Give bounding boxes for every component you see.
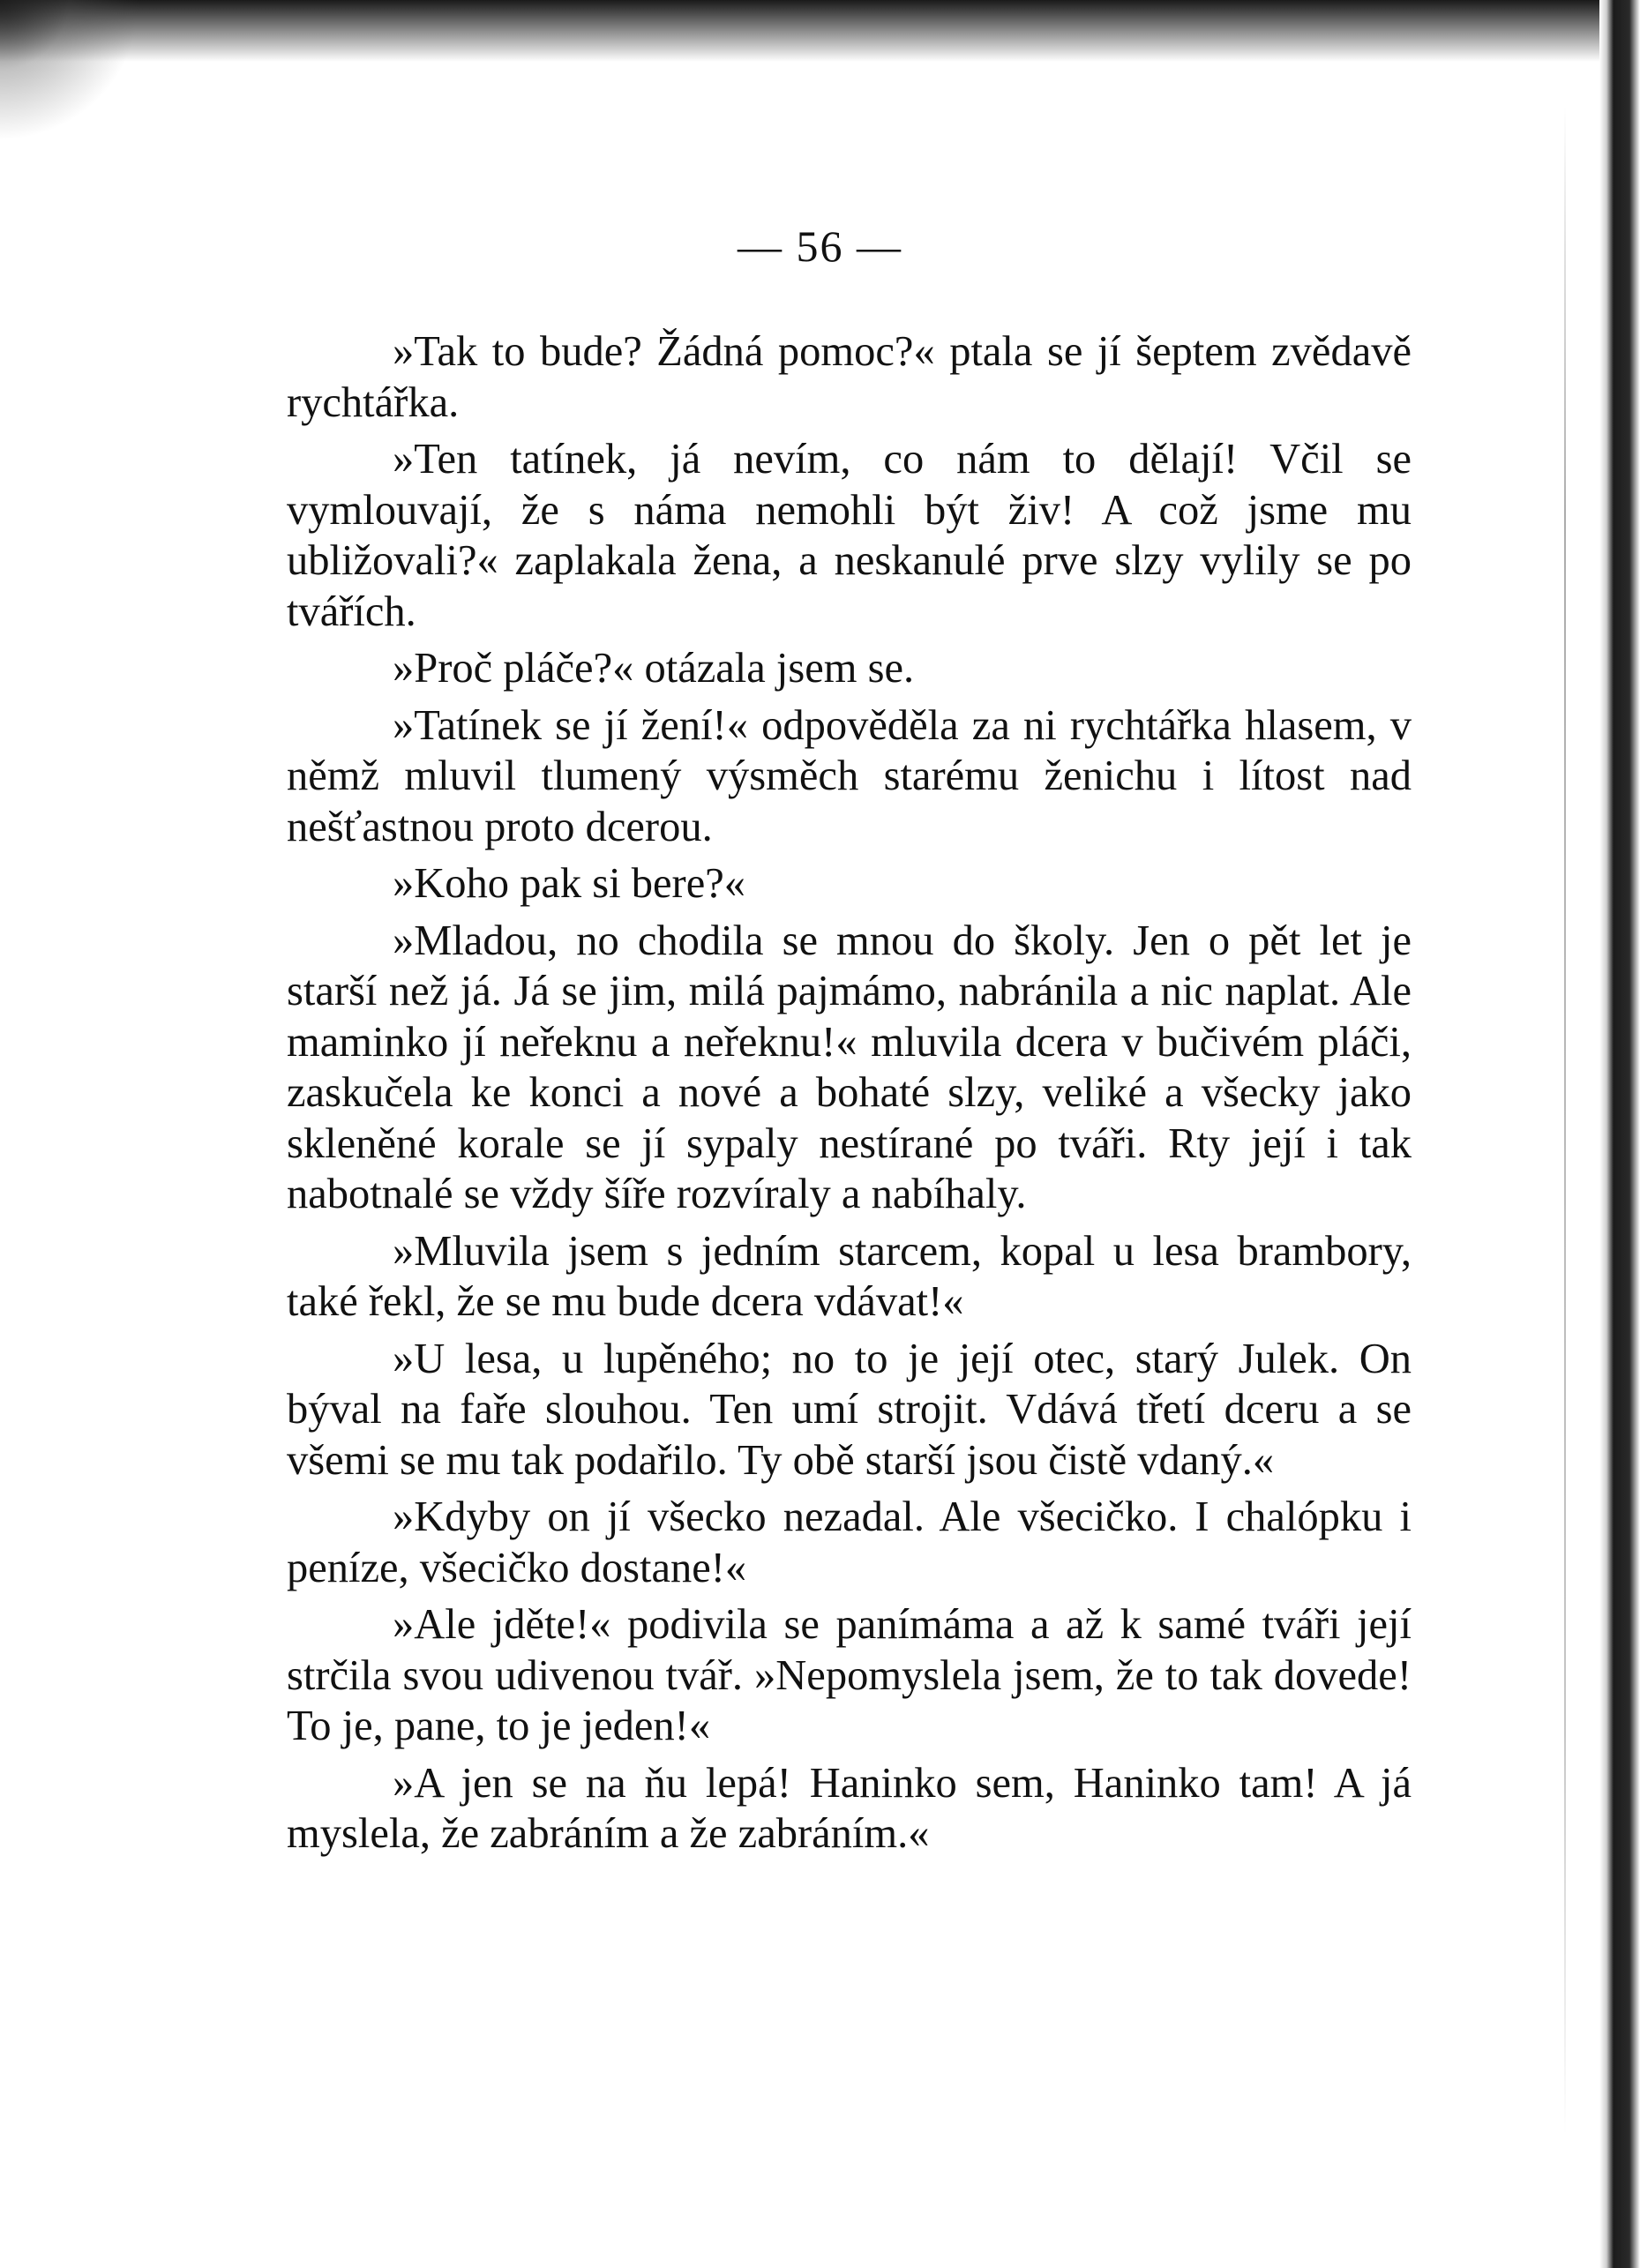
scan-top-shadow: [0, 0, 1640, 62]
paragraph: »Tatínek se jí žení!« odpověděla za ni rychtářka hlasem, v němž mluvil tlumený výsměch starému ženichu i lítost nad nešťastnou proto dcerou.: [287, 701, 1412, 850]
page-number: — 56 —: [738, 221, 902, 271]
paragraph: »Ale jděte!« podivila se panímáma a až k samé tváři její strčila svou udivenou tvář. »Nepomyslela jsem, že to tak dovede! To je, pane, to je jeden!«: [287, 1601, 1412, 1749]
paragraph: »Tak to bude? Žádná pomoc?« ptala se jí šeptem zvědavě rychtářka.: [287, 328, 1412, 426]
paragraph: »Koho pak si bere?«: [393, 860, 746, 907]
scan-corner-shadow: [0, 0, 141, 141]
body-text: [287, 326, 1412, 1866]
paragraph: »Mladou, no chodila se mnou do školy. Jen o pět let je starší než já. Já se jim, milá pajmámo, nabránila a nic naplat. Ale maminko jí neřeknu a neřeknu!« mluvila dcera v bučivém pláči, zaskučela ke konci a nové a bohaté slzy, veliké a všecky jako skleněné korale se jí sypaly nestírané po tváři. Rty její i tak nabotnalé se vždy šíře rozvíraly a nabíhaly.: [287, 917, 1412, 1217]
paragraph: »A jen se na ňu lepá! Haninko sem, Haninko tam! A já myslela, že zabráním a že zabráním.«: [287, 1759, 1412, 1857]
scan-page-fold-line: [1564, 106, 1566, 2135]
scan-right-edge: [1599, 0, 1640, 2268]
paragraph: »Proč pláče?« otázala jsem se.: [393, 645, 915, 692]
paragraph: »Kdyby on jí všecko nezadal. Ale všecičko. I chalópku i peníze, všecičko dostane!«: [287, 1493, 1412, 1591]
paragraph: »U lesa, u lupěného; no to je její otec, starý Julek. On býval na faře slouhou. Ten umí strojit. Vdává třetí dceru a se všemi se mu tak podařilo. Ty obě starší jsou čistě vdaný.«: [287, 1335, 1412, 1484]
paragraph: »Ten tatínek, já nevím, co nám to dělají! Včil se vymlouvají, že s náma nemohli být živ! A což jsme mu ubližovali?« zaplakala žena, a neskanulé prve slzy vylily se po tvářích.: [287, 436, 1412, 635]
paragraph: »Mluvila jsem s jedním starcem, kopal u lesa brambory, také řekl, že se mu bude dcera vdávat!«: [287, 1227, 1412, 1325]
